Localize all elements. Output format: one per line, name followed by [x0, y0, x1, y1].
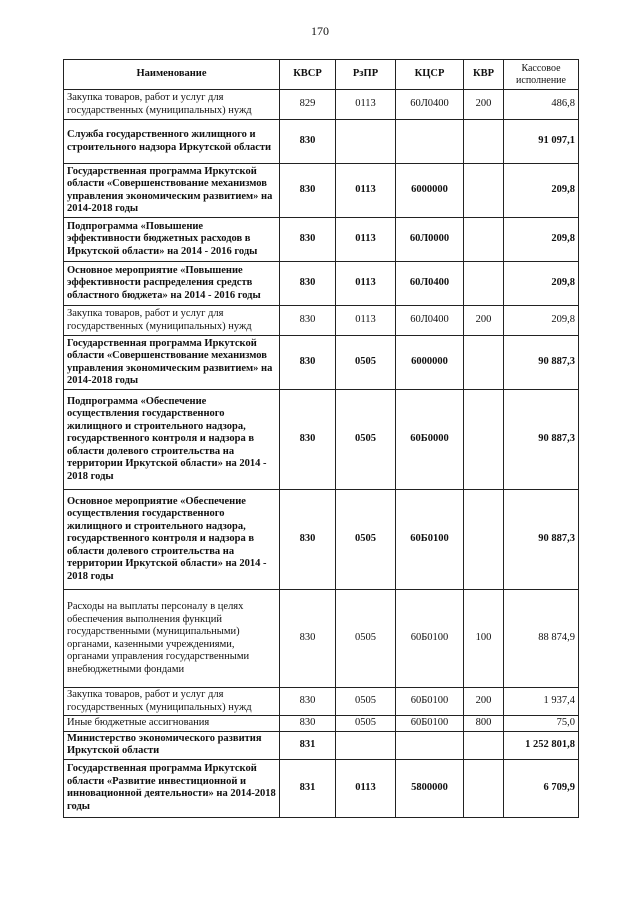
row-kvsr-cell: 830: [280, 390, 336, 490]
row-name-cell: Закупка товаров, работ и услуг для государственных (муниципальных) нужд: [64, 306, 280, 336]
row-kvr-cell: 200: [464, 306, 504, 336]
row-kvsr-cell: 830: [280, 120, 336, 164]
row-kvsr-cell: 830: [280, 336, 336, 390]
row-kvr-cell: [464, 336, 504, 390]
table-row: [64, 218, 579, 262]
row-name-cell: Государственная программа Иркутской области «Развитие инвестиционной и инновационной деятельности» на 2014-2018 годы: [64, 759, 280, 817]
row-kvsr-cell: 831: [280, 759, 336, 817]
row-kvr-cell: 800: [464, 716, 504, 732]
row-kcsr-cell: 60Б0100: [396, 590, 464, 688]
row-kvr-cell: [464, 218, 504, 262]
table-row: [64, 716, 579, 732]
table-row: [64, 306, 579, 336]
header-kvr: КВР: [464, 60, 504, 90]
row-name-cell: Подпрограмма «Повышение эффективности бюджетных расходов в Иркутской области» на 2014 - 2016 годы: [64, 218, 280, 262]
header-kvsr: КВСР: [280, 60, 336, 90]
row-kvr-cell: [464, 262, 504, 306]
row-name-cell: Закупка товаров, работ и услуг для государственных (муниципальных) нужд: [64, 90, 280, 120]
row-kvr-cell: [464, 120, 504, 164]
row-rzpr-cell: 0505: [336, 490, 396, 590]
table-row: [64, 490, 579, 590]
row-rzpr-cell: 0113: [336, 164, 396, 218]
table-row: [64, 164, 579, 218]
header-rzpr: РзПР: [336, 60, 396, 90]
row-kcsr-cell: 60Б0100: [396, 490, 464, 590]
row-rzpr-cell: 0505: [336, 336, 396, 390]
row-kvsr-cell: 829: [280, 90, 336, 120]
row-amount-cell: 1 937,4: [504, 688, 579, 716]
row-kcsr-cell: 60Б0100: [396, 716, 464, 732]
table-row: [64, 90, 579, 120]
row-kcsr-cell: 6000000: [396, 164, 464, 218]
row-amount-cell: 88 874,9: [504, 590, 579, 688]
table-row: [64, 688, 579, 716]
row-kvr-cell: [464, 390, 504, 490]
row-rzpr-cell: 0113: [336, 262, 396, 306]
row-kcsr-cell: 60Б0000: [396, 390, 464, 490]
row-kcsr-cell: 5800000: [396, 759, 464, 817]
row-amount-cell: 90 887,3: [504, 336, 579, 390]
row-kcsr-cell: [396, 731, 464, 759]
page-number: 170: [311, 24, 329, 38]
row-kcsr-cell: 60Б0100: [396, 688, 464, 716]
row-kcsr-cell: [396, 120, 464, 164]
row-name-cell: Закупка товаров, работ и услуг для государственных (муниципальных) нужд: [64, 688, 280, 716]
row-rzpr-cell: 0113: [336, 759, 396, 817]
header-cash-execution: Кассовое исполнение: [504, 60, 579, 90]
table-row: [64, 731, 579, 759]
row-amount-cell: 75,0: [504, 716, 579, 732]
row-kcsr-cell: 60Л0400: [396, 306, 464, 336]
budget-table: [63, 59, 579, 818]
table-row: [64, 390, 579, 490]
row-amount-cell: 486,8: [504, 90, 579, 120]
row-kcsr-cell: 60Л0400: [396, 262, 464, 306]
row-kvsr-cell: 830: [280, 716, 336, 732]
header-kcsr: КЦСР: [396, 60, 464, 90]
row-name-cell: Иные бюджетные ассигнования: [64, 716, 280, 732]
row-rzpr-cell: [336, 120, 396, 164]
row-name-cell: Служба государственного жилищного и строительного надзора Иркутской области: [64, 120, 280, 164]
row-kvr-cell: [464, 490, 504, 590]
table-row: [64, 590, 579, 688]
row-rzpr-cell: [336, 731, 396, 759]
row-kvr-cell: 200: [464, 688, 504, 716]
row-amount-cell: 209,8: [504, 218, 579, 262]
row-rzpr-cell: 0505: [336, 716, 396, 732]
row-amount-cell: 1 252 801,8: [504, 731, 579, 759]
row-name-cell: Государственная программа Иркутской области «Совершенствование механизмов управления экономическим развитием» на 2014-2018 годы: [64, 336, 280, 390]
row-amount-cell: 90 887,3: [504, 490, 579, 590]
row-kvsr-cell: 830: [280, 306, 336, 336]
row-amount-cell: 209,8: [504, 306, 579, 336]
row-amount-cell: 209,8: [504, 164, 579, 218]
row-kcsr-cell: 60Л0400: [396, 90, 464, 120]
row-kvsr-cell: 830: [280, 590, 336, 688]
row-kvr-cell: 100: [464, 590, 504, 688]
row-amount-cell: 209,8: [504, 262, 579, 306]
row-amount-cell: 90 887,3: [504, 390, 579, 490]
table-row: [64, 120, 579, 164]
row-kcsr-cell: 6000000: [396, 336, 464, 390]
header-name: Наименование: [64, 60, 280, 90]
row-kvsr-cell: 831: [280, 731, 336, 759]
table-row: [64, 759, 579, 817]
row-name-cell: Основное мероприятие «Повышение эффективности распределения средств областного бюджета» на 2014 - 2016 годы: [64, 262, 280, 306]
row-rzpr-cell: 0505: [336, 590, 396, 688]
row-kvsr-cell: 830: [280, 688, 336, 716]
row-kvsr-cell: 830: [280, 218, 336, 262]
row-rzpr-cell: 0113: [336, 306, 396, 336]
row-kcsr-cell: 60Л0000: [396, 218, 464, 262]
table-row: [64, 262, 579, 306]
table-header-row: [64, 60, 579, 90]
row-kvsr-cell: 830: [280, 490, 336, 590]
row-name-cell: Расходы на выплаты персоналу в целях обеспечения выполнения функций государственными (муниципальными) органами, казенными учреждениями, органами управления государственными внебюджетными фондами: [64, 590, 280, 688]
row-kvr-cell: [464, 164, 504, 218]
row-name-cell: Министерство экономического развития Иркутской области: [64, 731, 280, 759]
row-kvr-cell: 200: [464, 90, 504, 120]
row-kvr-cell: [464, 731, 504, 759]
row-kvsr-cell: 830: [280, 262, 336, 306]
row-rzpr-cell: 0505: [336, 390, 396, 490]
row-amount-cell: 6 709,9: [504, 759, 579, 817]
row-name-cell: Подпрограмма «Обеспечение осуществления государственного жилищного и строительного надзора, государственного контроля и надзора в области долевого строительства на территории Иркутской области» на 2014 - 2018 годы: [64, 390, 280, 490]
row-kvr-cell: [464, 759, 504, 817]
row-name-cell: Государственная программа Иркутской области «Совершенствование механизмов управления экономическим развитием» на 2014-2018 годы: [64, 164, 280, 218]
row-name-cell: Основное мероприятие «Обеспечение осуществления государственного жилищного и строительного надзора, государственного контроля и надзора в области долевого строительства на территории Иркутской области» на 2014 - 2018 годы: [64, 490, 280, 590]
row-rzpr-cell: 0113: [336, 90, 396, 120]
row-rzpr-cell: 0113: [336, 218, 396, 262]
row-rzpr-cell: 0505: [336, 688, 396, 716]
table-row: [64, 336, 579, 390]
row-amount-cell: 91 097,1: [504, 120, 579, 164]
row-kvsr-cell: 830: [280, 164, 336, 218]
